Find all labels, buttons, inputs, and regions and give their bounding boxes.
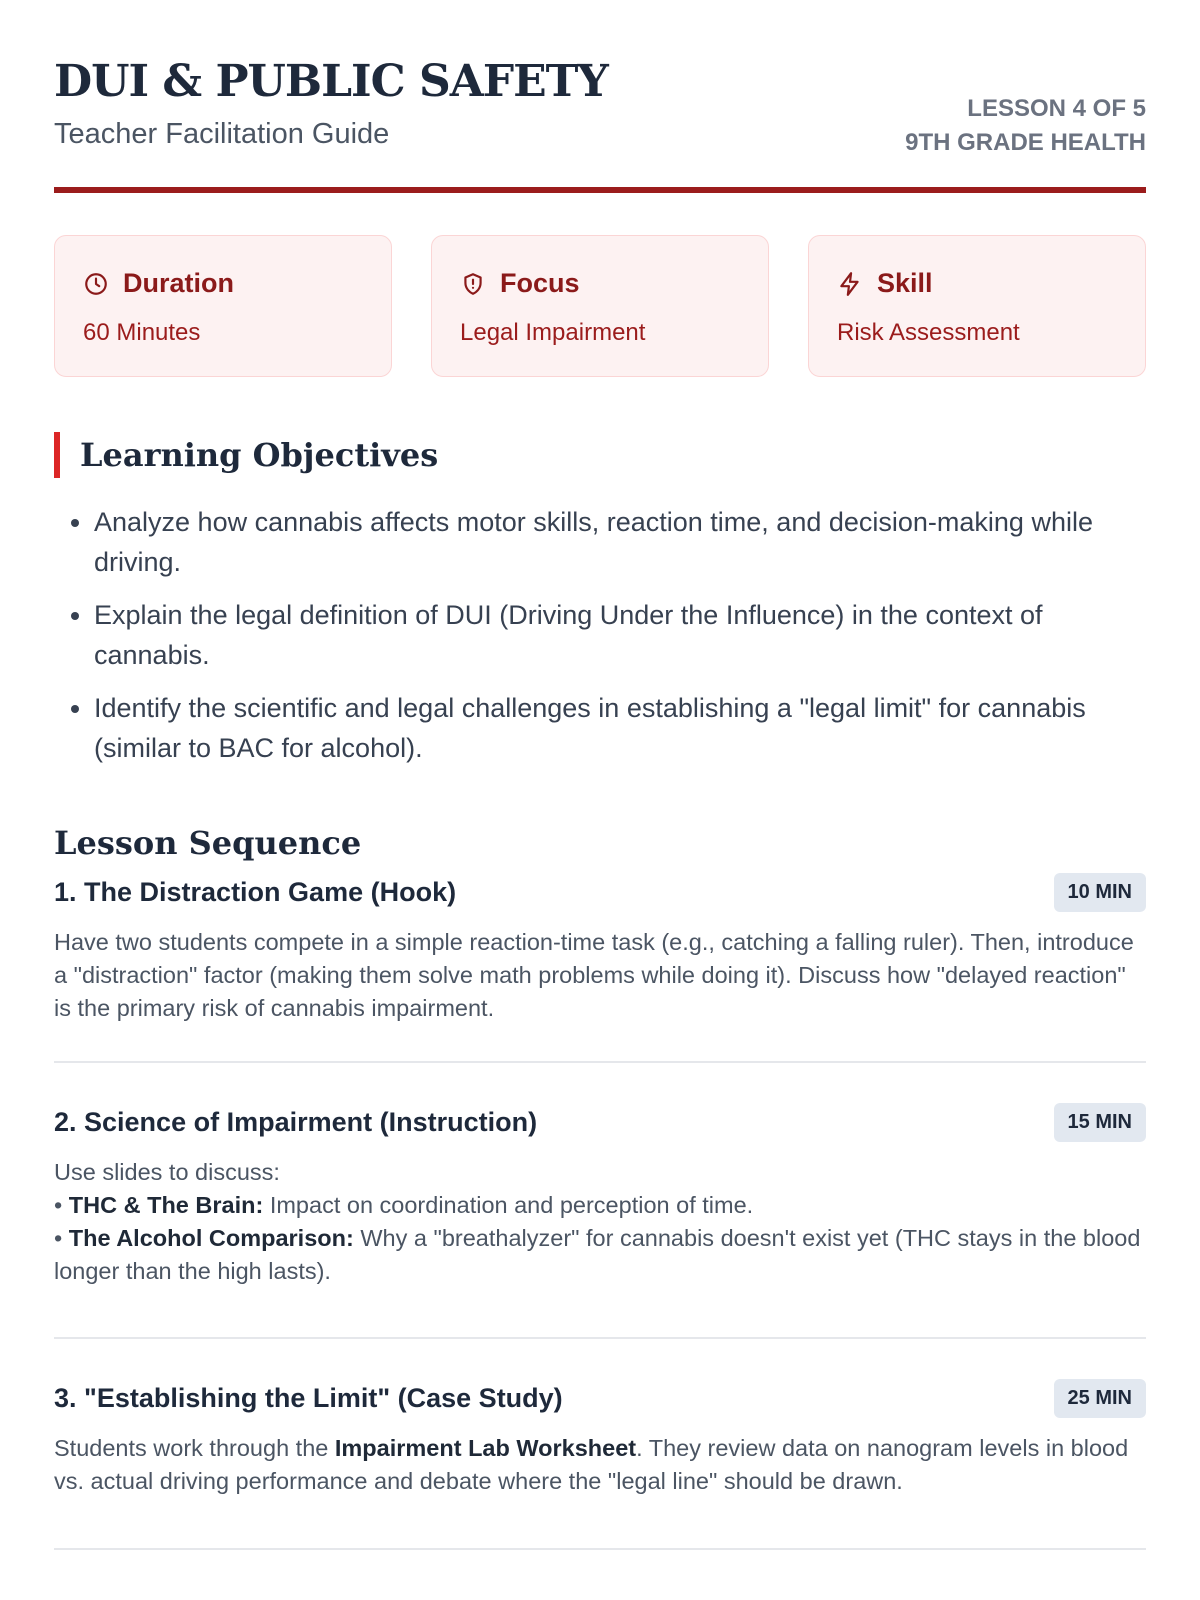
step-title: 2. Science of Impairment (Instruction)	[54, 1106, 538, 1137]
lightning-icon	[837, 271, 863, 297]
objective-item: • Identify the scientific and legal challenges in establishing a "legal limit" for cannabis (similar to BAC for alcohol).	[94, 688, 1146, 768]
step-description	[54, 1156, 1146, 1288]
duration-badge: 25 MIN	[1054, 1379, 1146, 1418]
grade-level: 9TH GRADE HEALTH	[905, 129, 1146, 156]
sequence-step-3	[54, 1378, 1146, 1498]
step-divider	[54, 1548, 1146, 1550]
objective-item: • Analyze how cannabis affects motor skills, reaction time, and decision-making while driving.	[94, 502, 1146, 582]
bullet-term: THC & The Brain:	[68, 1192, 264, 1218]
shield-icon	[460, 271, 486, 297]
duration-badge: 10 MIN	[1054, 873, 1146, 912]
header-divider	[54, 187, 1146, 193]
step-text: Students work through the	[54, 1435, 335, 1461]
skill-value: Risk Assessment	[837, 319, 1020, 346]
clock-icon	[83, 271, 109, 297]
bullet-text: Why a "breathalyzer" for cannabis doesn't exist yet (THC stays in the blood longer than the high lasts).	[54, 1225, 1141, 1284]
step-divider	[54, 1061, 1146, 1063]
duration-label: Duration	[123, 268, 234, 298]
sequence-step-2	[54, 1102, 1146, 1288]
lesson-meta	[905, 92, 1146, 160]
bullet-term: The Alcohol Comparison:	[68, 1225, 354, 1251]
sequence-step-1	[54, 872, 1146, 1025]
focus-label: Focus	[500, 268, 580, 298]
worksheet-name: Impairment Lab Worksheet	[334, 1435, 637, 1461]
step-title: 3. "Establishing the Limit" (Case Study)	[54, 1382, 563, 1413]
objectives-list	[54, 502, 1146, 768]
header	[54, 0, 1146, 192]
lesson-sequence	[54, 820, 1146, 1494]
step-description: Have two students compete in a simple reaction-time task (e.g., catching a falling ruler). Then, introduce a "distraction" factor (making them solve math problems while doing it). Discuss how "delayed reaction" is the primary risk of cannabis impairment.	[54, 929, 1134, 1021]
step-intro: Use slides to discuss:	[54, 1159, 280, 1185]
skill-label: Skill	[877, 268, 933, 298]
focus-card	[431, 235, 769, 377]
info-cards	[54, 235, 1146, 377]
objectives-heading: Learning Objectives	[54, 432, 1146, 478]
step-description	[54, 1432, 1146, 1498]
step-title: 1. The Distraction Game (Hook)	[54, 876, 457, 907]
bullet-text: Impact on coordination and perception of time.	[263, 1192, 754, 1218]
objective-item: • Explain the legal definition of DUI (Driving Under the Influence) in the context of cannabis.	[94, 595, 1146, 675]
lesson-number: LESSON 4 OF 5	[967, 95, 1146, 122]
focus-value: Legal Impairment	[460, 319, 646, 346]
duration-badge: 15 MIN	[1054, 1103, 1146, 1142]
sequence-heading: Lesson Sequence	[54, 824, 362, 862]
step-divider	[54, 1337, 1146, 1339]
skill-card	[808, 235, 1146, 377]
duration-card	[54, 235, 392, 377]
page-subtitle: Teacher Facilitation Guide	[54, 118, 390, 150]
page-title: DUI & PUBLIC SAFETY	[54, 56, 608, 107]
step-bullet: • THC & The Brain: Impact on coordination and perception of time.	[54, 1192, 754, 1218]
duration-value: 60 Minutes	[83, 319, 201, 346]
learning-objectives	[54, 432, 1146, 781]
step-text: . They review data on nanogram levels in blood vs. actual driving performance and debate where the "legal line" should be drawn.	[54, 1435, 1129, 1494]
step-bullet: • The Alcohol Comparison: Why a "breathalyzer" for cannabis doesn't exist yet (THC stays in the blood longer than the high lasts).	[54, 1225, 1141, 1284]
